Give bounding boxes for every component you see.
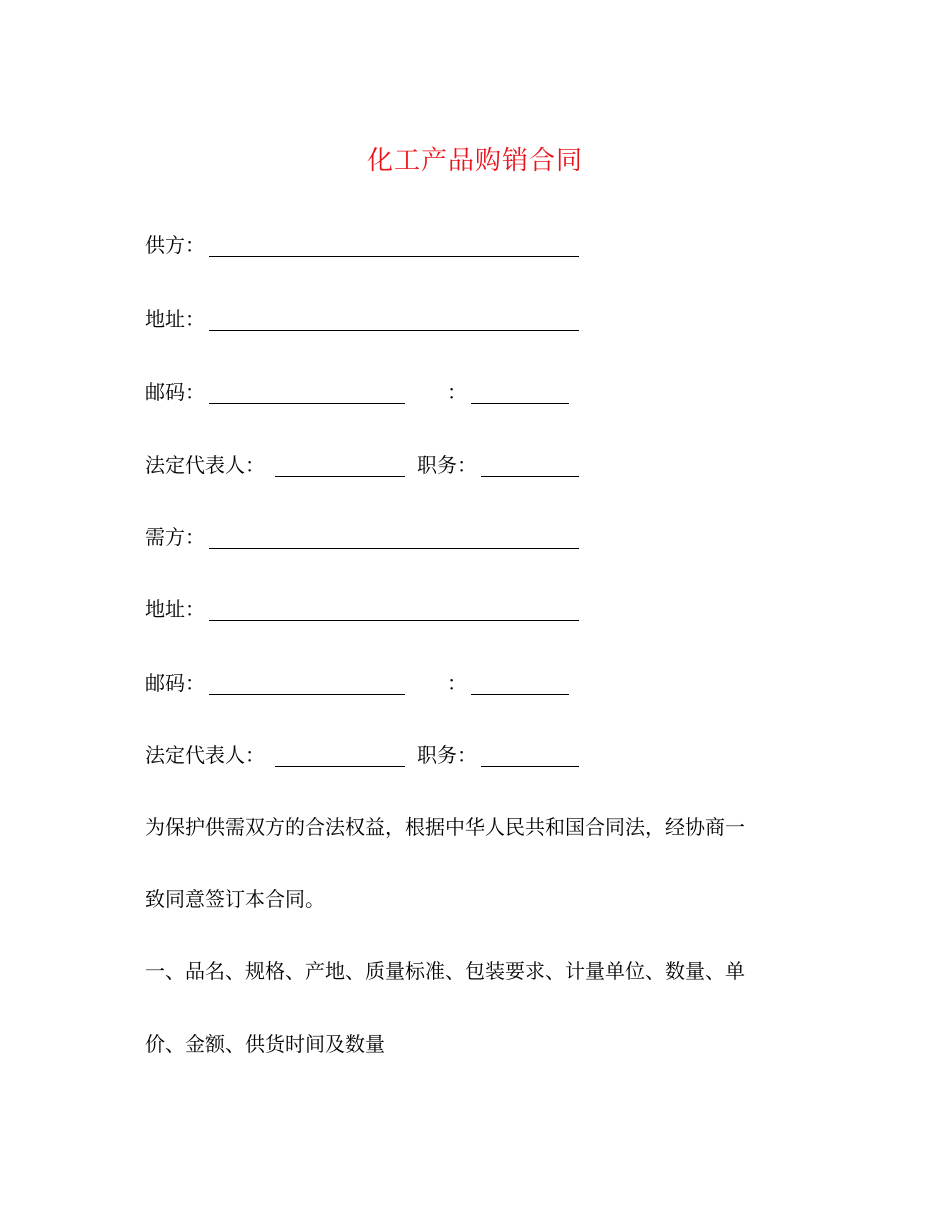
supplier-address-blank	[209, 330, 579, 331]
buyer-legal-rep-blank	[275, 766, 405, 767]
supplier-postcode-row	[145, 377, 585, 407]
buyer-phone-blank	[471, 694, 569, 695]
document-title: 化工产品购销合同	[366, 146, 583, 176]
supplier-position-blank	[481, 476, 579, 477]
supplier-legal-rep-row	[145, 450, 585, 480]
buyer-postcode-blank	[209, 694, 405, 695]
supplier-phone-label: ：	[447, 380, 467, 404]
clause-1-line-2: 价、金额、供货时间及数量	[145, 1032, 385, 1056]
supplier-phone-blank	[471, 403, 569, 404]
buyer-legal-rep-row	[145, 740, 585, 770]
buyer-postcode-label: 邮码：	[145, 671, 205, 695]
supplier-name-blank	[209, 256, 579, 257]
buyer-name-blank	[209, 548, 579, 549]
supplier-postcode-label: 邮码：	[145, 380, 205, 404]
supplier-address-row	[145, 304, 585, 334]
buyer-name-label: 需方：	[145, 525, 205, 549]
buyer-legal-rep-label: 法定代表人：	[145, 743, 265, 767]
buyer-name-row	[145, 522, 585, 552]
supplier-postcode-blank	[209, 403, 405, 404]
supplier-address-label: 地址：	[145, 307, 205, 331]
supplier-legal-rep-blank	[275, 476, 405, 477]
buyer-address-row	[145, 594, 585, 624]
buyer-postcode-row	[145, 668, 585, 698]
preamble-line-1: 为保护供需双方的合法权益，根据中华人民共和国合同法，经协商一	[145, 815, 745, 839]
supplier-position-label: 职务：	[417, 453, 477, 477]
preamble-line-2: 致同意签订本合同。	[145, 887, 325, 911]
buyer-phone-label: ：	[447, 671, 467, 695]
supplier-name-row	[145, 230, 585, 260]
clause-1-line-1: 一、品名、规格、产地、质量标准、包装要求、计量单位、数量、单	[145, 959, 745, 983]
buyer-address-blank	[209, 620, 579, 621]
buyer-position-label: 职务：	[417, 743, 477, 767]
buyer-address-label: 地址：	[145, 597, 205, 621]
supplier-name-label: 供方：	[145, 233, 205, 257]
buyer-position-blank	[481, 766, 579, 767]
supplier-legal-rep-label: 法定代表人：	[145, 453, 265, 477]
